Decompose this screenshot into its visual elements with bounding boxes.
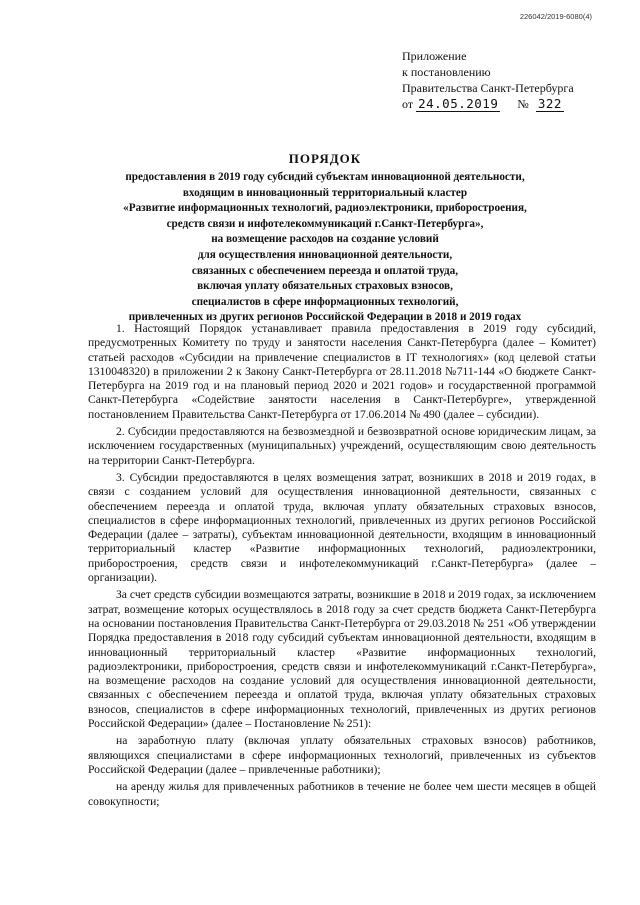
appendix-line-3: Правительства Санкт-Петербурга — [402, 81, 574, 95]
body-paragraph: За счет средств субсидии возмещаются затраты, возникшие в 2018 и 2019 годах, за исключением затрат, возмещение которых осуществлялось в 2018 году за счет средств бюджета Санкт-Петербурга на основании постановления Правительства Санкт-Петербурга от 29.03.2018 № 251 «Об утверждении Порядка предоставления в 2018 году субсидий субъектам инновационной деятельности, входящим в инновационный территориальный кластер «Развитие информационных технологий, радиоэлектроники, приборостроения, средств связи и инфотелекоммуникаций г.Санкт-Петербурга», на возмещение расходов на создание условий для осуществления инновационной деятельности, связанных с обеспечением переезда и оплатой труда, включая уплату обязательных страховых взносов, специалистов в сфере информационных технологий, привлеченных из других регионов Российской Федерации» (далее – Постановление № 251): — [88, 588, 596, 731]
appendix-date-row — [402, 96, 612, 112]
title-line: предоставления в 2019 году субсидий субъектам инновационной деятельности, — [125, 171, 525, 183]
appendix-date: 24.05.2019 — [418, 96, 499, 111]
appendix-line-1: Приложение — [402, 49, 467, 63]
title-line: включая уплату обязательных страховых взносов, — [197, 280, 453, 293]
body-paragraph: 2. Субсидии предоставляются на безвозмездной и безвозвратной основе юридическим лицам, за исключением государственных (муниципальных) учреждений, осуществляющим свою деятельность на территории Санкт-Петербурга. — [88, 425, 596, 467]
body-paragraph: 1. Настоящий Порядок устанавливает правила предоставления в 2019 году субсидий, предусмотренных Комитету по труду и занятости населения Санкт-Петербурга (далее – Комитет) статьей расходов «Субсидии на привлечение специалистов в IT технологиях» (код целевой статьи 1310048320) в приложении 2 к Закону Санкт-Петербурга от 28.11.2018 №711-144 «О бюджете Санкт-Петербурга на 2019 год и на плановый период 2020 и 2021 годов» и государственной программой Санкт-Петербурга «Содействие занятости населения в Санкт-Петербурге», утвержденной постановлением Правительства Санкт-Петербурга от 17.06.2014 № 490 (далее – субсидии). — [88, 322, 596, 421]
appendix-block — [402, 48, 612, 112]
body-paragraph: 3. Субсидии предоставляются в целях возмещения затрат, возникших в 2018 и 2019 годах, в связи с созданием условий для осуществления инновационной деятельности, связанных с обеспечением переезда и оплатой труда, включая уплату обязательных страховых взносов, специалистов в сфере информационных технологий, привлеченных из других регионов Российской Федерации (далее – затраты), субъектам инновационной деятельности, входящим в инновационный территориальный кластер «Развитие информационных технологий, радиоэлектроники, приборостроения, средств связи и инфотелекоммуникаций г.Санкт-Петербурга» (далее – организации). — [88, 470, 596, 585]
title-line: специалистов в сфере информационных технологий, — [191, 295, 459, 308]
appendix-number: 322 — [537, 96, 562, 111]
body-paragraph: на аренду жилья для привлеченных работников в течение не более чем шести месяцев в общей совокупности; — [88, 780, 596, 808]
appendix-from-label: от — [402, 97, 414, 111]
title-line: средств связи и инфотелекоммуникаций г.Санкт-Петербурга», — [166, 217, 484, 230]
title-heading: ПОРЯДОК — [288, 151, 362, 166]
appendix-line-2: к постановлению — [402, 65, 491, 79]
title-line: входящим в инновационный территориальный кластер — [182, 186, 468, 199]
document-body — [88, 322, 596, 812]
title-line: на возмещение расходов на создание условий — [211, 233, 439, 246]
title-line: связанных с обеспечением переезда и оплатой труда, — [191, 264, 459, 277]
title-line: «Развитие информационных технологий, радиоэлектроники, приборостроения, — [123, 202, 527, 215]
document-title — [90, 150, 560, 326]
document-code: 226042/2019-6080(4) — [519, 12, 592, 21]
title-line: привлеченных из других регионов Российской Федерации в 2018 и 2019 годах — [128, 311, 522, 324]
appendix-number-label: № — [517, 97, 529, 111]
body-paragraph: на заработную плату (включая уплату обязательных страховых взносов) работников, являющихся специалистами в сфере информационных технологий, привлеченных из субъектов Российской Федерации (далее – привлеченные работники); — [88, 734, 596, 776]
title-line: для осуществления инновационной деятельности, — [197, 248, 453, 261]
